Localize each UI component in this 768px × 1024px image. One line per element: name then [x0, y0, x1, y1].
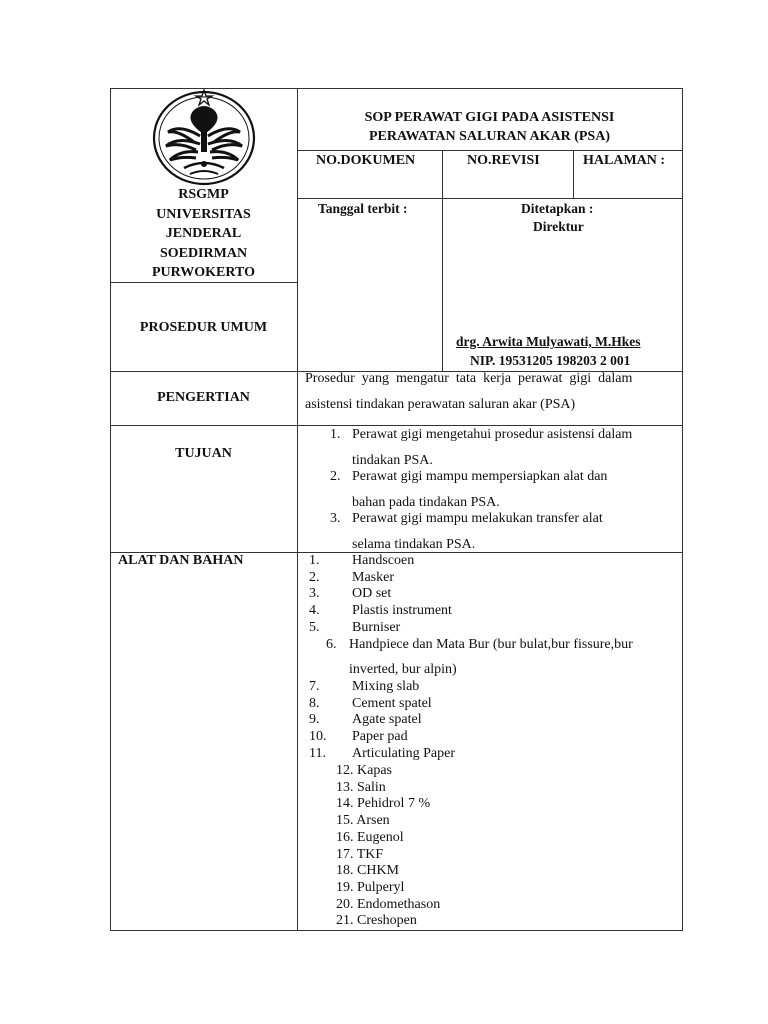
institution-line: SOEDIRMAN — [159, 245, 248, 261]
list-item — [0, 553, 683, 570]
document-title — [297, 108, 682, 146]
signatory-nip: NIP. 19531205 198203 2 001 — [470, 353, 631, 368]
list-item: 14. Pehidrol 7 % — [336, 796, 431, 812]
alat-list-group-b — [0, 679, 683, 762]
list-item-text: Handscoen — [352, 553, 415, 568]
list-item-num: 10. — [309, 729, 327, 745]
list-item: 15. Arsen — [336, 813, 390, 829]
pengertian-text-line-2: asistensi tindakan perawatan saluran akar (PSA) — [305, 397, 576, 412]
alat-dan-bahan-label: ALAT DAN BAHAN — [118, 553, 244, 568]
tujuan-item-num: 3. — [330, 511, 341, 526]
title-line-1: SOP PERAWAT GIGI PADA ASISTENSI — [364, 110, 615, 125]
title-line-2: PERAWATAN SALURAN AKAR (PSA) — [369, 129, 610, 144]
list-item-num: 5. — [309, 619, 320, 635]
list-item — [0, 729, 683, 746]
list-item: 20. Endomethason — [336, 896, 441, 912]
list-item-num: 9. — [309, 712, 320, 728]
institution-line: UNIVERSITAS — [156, 206, 251, 222]
list-item — [0, 570, 683, 587]
list-item — [0, 603, 683, 620]
list-item-text: Cement spatel — [352, 695, 432, 711]
tujuan-label: TUJUAN — [175, 446, 232, 461]
halaman-label: HALAMAN : — [583, 153, 666, 168]
list-item — [0, 746, 683, 763]
list-item-text: OD set — [352, 586, 392, 602]
list-item-text-cont: inverted, bur alpin) — [349, 662, 457, 677]
list-item-text: Mixing slab — [352, 679, 420, 694]
institution-line: PURWOKERTO — [152, 265, 255, 280]
docnum-cell-divider — [442, 150, 443, 371]
revisi-cell-divider — [573, 150, 574, 198]
tujuan-item-text-cont: tindakan PSA. — [352, 453, 433, 468]
title-row-divider — [297, 150, 682, 151]
list-item-num: 3. — [309, 586, 320, 602]
list-item-num: 1. — [309, 553, 320, 568]
list-item-text: Handpiece dan Mata Bur (bur bulat,bur fissure,bur — [349, 637, 633, 652]
tanggal-terbit-label: Tanggal terbit : — [318, 201, 408, 216]
tujuan-item-text-cont: selama tindakan PSA. — [352, 537, 476, 552]
no-revisi-label: NO.REVISI — [467, 153, 540, 168]
ditetapkan-label: Ditetapkan : — [521, 201, 594, 216]
university-logo — [150, 88, 258, 188]
list-item: 18. CHKM — [336, 863, 400, 879]
list-item: 12. Kapas — [336, 763, 392, 778]
alat-list-group-c — [336, 763, 440, 930]
tujuan-item-text: Perawat gigi mengetahui prosedur asistensi dalam — [352, 427, 633, 442]
docnum-row-divider — [297, 198, 682, 199]
list-item-num: 8. — [309, 695, 320, 711]
table-border-bottom — [110, 930, 683, 931]
tujuan-item-text-cont: bahan pada tindakan PSA. — [352, 495, 500, 510]
tujuan-item-text: Perawat gigi mampu mempersiapkan alat dan — [352, 469, 608, 484]
list-item — [0, 712, 683, 729]
direktur-label: Direktur — [533, 219, 584, 234]
tujuan-item-num: 1. — [330, 427, 341, 442]
list-item: 13. Salin — [336, 779, 386, 795]
tujuan-item-text: Perawat gigi mampu melakukan transfer alat — [352, 511, 603, 526]
institution-line: RSGMP — [178, 187, 229, 202]
list-item-text: Agate spatel — [352, 712, 422, 728]
list-item-num: 2. — [309, 569, 320, 585]
alat-list-group-a — [0, 553, 683, 636]
list-item-num: 7. — [309, 679, 320, 694]
list-item-text: Paper pad — [352, 729, 408, 745]
list-item-num: 4. — [309, 603, 320, 619]
table-border-right — [682, 88, 683, 931]
table-column-divider — [297, 88, 298, 931]
list-item-num: 6. — [326, 637, 337, 652]
institution-line: JENDERAL — [165, 226, 242, 241]
list-item-num: 11. — [309, 745, 326, 761]
list-item: 16. Eugenol — [336, 829, 404, 845]
pengertian-row-divider — [110, 425, 683, 426]
list-item-text: Plastis instrument — [352, 603, 452, 619]
list-item-text: Articulating Paper — [352, 745, 456, 761]
pengertian-text-line-1: Prosedur yang mengatur tata kerja perawat gigi dalam — [305, 371, 633, 386]
signatory-name: drg. Arwita Mulyawati, M.Hkes — [456, 334, 641, 349]
prosedur-umum-label: PROSEDUR UMUM — [139, 320, 268, 335]
list-item-text: Burniser — [352, 619, 401, 635]
list-item-text: Masker — [352, 569, 394, 585]
list-item: 17. TKF — [336, 846, 384, 862]
tujuan-item-num: 2. — [330, 469, 341, 484]
list-item — [0, 586, 683, 603]
list-item: 21. Creshopen — [336, 913, 417, 929]
list-item — [0, 620, 683, 637]
institution-name — [110, 185, 297, 283]
list-item — [0, 696, 683, 713]
no-dokumen-label: NO.DOKUMEN — [316, 153, 416, 168]
list-item — [0, 679, 683, 696]
pengertian-label: PENGERTIAN — [157, 390, 250, 405]
list-item: 19. Pulperyl — [336, 879, 405, 895]
